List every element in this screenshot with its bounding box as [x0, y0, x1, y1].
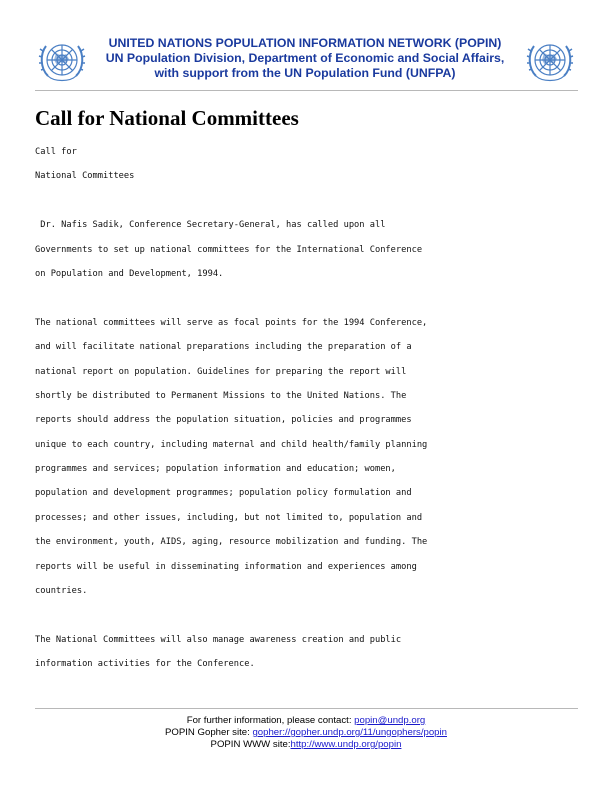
body-line: The national committees will serve as focal points for the 1994 Conference, [35, 317, 428, 328]
header-divider [35, 90, 578, 91]
un-emblem-right-icon [525, 36, 575, 86]
body-line: the environment, youth, AIDS, aging, resource mobilization and funding. The [35, 537, 428, 548]
contact-line [0, 715, 612, 727]
footer-divider [35, 708, 578, 709]
body-line: on Population and Development, 1994. [35, 268, 224, 279]
body-line: information activities for the Conference. [35, 659, 255, 670]
popin-header [90, 36, 520, 81]
body-line: reports will be useful in disseminating information and experiences among [35, 561, 417, 572]
body-line: and will facilitate national preparations including the preparation of a [35, 342, 412, 353]
body-line [35, 603, 427, 627]
contact-label: For further information, please contact: [186, 715, 355, 726]
un-emblem-left-icon [37, 36, 87, 86]
body-line: shortly be distributed to Permanent Missions to the United Nations. The [35, 390, 407, 401]
gopher-line [0, 727, 612, 739]
body-line: Call for [35, 147, 77, 157]
body-line: National Committees [35, 171, 135, 182]
body-line: processes; and other issues, including, but not limited to, population and [35, 512, 423, 523]
body-line: programmes and services; population information and education; women, [35, 464, 396, 475]
page-title: Call for National Committees [35, 106, 299, 130]
header-line-3: with support from the UN Population Fund (UNFPA) [154, 66, 456, 80]
gopher-link[interactable]: gopher://gopher.undp.org/11/ungophers/popin [252, 727, 447, 738]
contact-footer [0, 715, 612, 751]
www-line [0, 739, 612, 751]
body-line: Governments to set up national committees for the International Conference [35, 244, 423, 255]
www-link[interactable]: http://www.undp.org/popin [290, 739, 402, 750]
header-line-2: UN Population Division, Department of Economic and Social Affairs, [105, 51, 505, 65]
body-line: countries. [35, 586, 88, 597]
body-line [35, 286, 427, 310]
body-line: national report on population. Guidelines for preparing the report will [35, 366, 407, 377]
body-line: population and development programmes; population policy formulation and [35, 488, 412, 499]
gopher-label: POPIN Gopher site: [165, 727, 253, 738]
body-line: Dr. Nafis Sadik, Conference Secretary-General, has called upon all [35, 220, 386, 231]
body-line [35, 189, 427, 213]
email-link[interactable]: popin@undp.org [354, 715, 426, 726]
www-label: POPIN WWW site: [210, 739, 291, 750]
header-line-1: UNITED NATIONS POPULATION INFORMATION NETWORK (POPIN) [108, 36, 502, 50]
body-line: unique to each country, including maternal and child health/family planning [35, 439, 428, 450]
body-line: reports should address the population situation, policies and programmes [35, 415, 412, 426]
document-body [35, 140, 427, 677]
body-line: The National Committees will also manage awareness creation and public [35, 634, 402, 645]
